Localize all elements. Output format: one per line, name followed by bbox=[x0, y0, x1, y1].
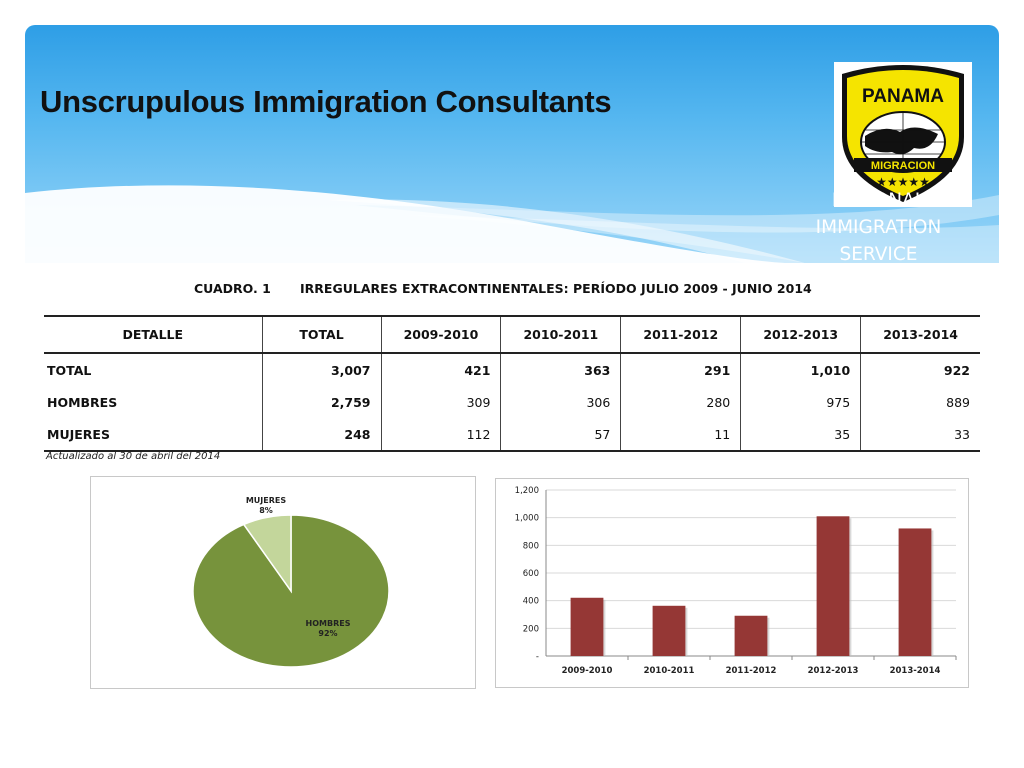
table-cell: 57 bbox=[501, 418, 621, 451]
bar-2011-2012 bbox=[735, 616, 768, 656]
table-row bbox=[44, 386, 980, 418]
table-cell: 889 bbox=[861, 386, 980, 418]
y-tick-label: 1,200 bbox=[514, 486, 539, 496]
bar-2010-2011 bbox=[653, 606, 686, 656]
logo-stars: ★★★★★ bbox=[876, 175, 930, 189]
column-header: 2012-2013 bbox=[741, 316, 861, 353]
shield-logo-icon bbox=[834, 62, 972, 207]
table-header-row bbox=[44, 316, 980, 353]
table-caption bbox=[194, 281, 812, 296]
table-cell: 280 bbox=[621, 386, 741, 418]
x-tick-label: 2012-2013 bbox=[807, 666, 859, 676]
pie-value-hombres: 92% bbox=[318, 629, 338, 638]
column-header: 2009-2010 bbox=[381, 316, 501, 353]
y-tick-label: 200 bbox=[522, 624, 539, 635]
table-cell: 33 bbox=[861, 418, 980, 451]
table-cell: 11 bbox=[621, 418, 741, 451]
bar-2013-2014 bbox=[899, 528, 932, 656]
table-cell: 363 bbox=[501, 353, 621, 386]
pie-chart bbox=[91, 477, 475, 688]
table-cell: 975 bbox=[741, 386, 861, 418]
logo-text-migracion: MIGRACION bbox=[870, 160, 936, 172]
table-cell: 421 bbox=[381, 353, 501, 386]
slide-header bbox=[25, 25, 999, 263]
x-tick-label: 2010-2011 bbox=[643, 666, 695, 676]
x-tick-label: 2011-2012 bbox=[725, 666, 777, 676]
pie-label-hombres: HOMBRES bbox=[305, 619, 351, 628]
pie-label-mujeres: MUJERES bbox=[245, 496, 287, 505]
column-header: 2011-2012 bbox=[621, 316, 741, 353]
table-cell: 306 bbox=[501, 386, 621, 418]
page-title: Unscrupulous Immigration Consultants bbox=[40, 84, 612, 119]
column-header: 2010-2011 bbox=[501, 316, 621, 353]
table-caption-title: IRREGULARES EXTRACONTINENTALES: PERÍODO JULIO 2009 - JUNIO 2014 bbox=[300, 281, 812, 296]
agency-line-2: IMMIGRATION bbox=[815, 217, 942, 238]
statistics-table bbox=[44, 315, 980, 452]
row-label: MUJERES bbox=[47, 426, 110, 442]
pie-chart-panel bbox=[90, 476, 476, 689]
y-tick-label: 800 bbox=[522, 541, 539, 552]
column-header: TOTAL bbox=[262, 316, 381, 353]
y-tick-label: 600 bbox=[522, 569, 539, 579]
column-header: DETALLE bbox=[44, 316, 262, 353]
bar-2009-2010 bbox=[571, 598, 604, 656]
bar-chart-panel bbox=[495, 478, 969, 688]
agency-name bbox=[800, 187, 957, 263]
table-cell: 35 bbox=[741, 418, 861, 451]
table-cell: 248 bbox=[262, 418, 381, 451]
table-cell: 112 bbox=[381, 418, 501, 451]
table-cell: 3,007 bbox=[262, 353, 381, 386]
agency-line-3: SERVICE bbox=[839, 244, 918, 263]
bar-2012-2013 bbox=[817, 516, 850, 656]
table-cell: 2,759 bbox=[262, 386, 381, 418]
table-row bbox=[44, 353, 980, 386]
y-tick-label: 1,000 bbox=[514, 513, 539, 524]
table-caption-code: CUADRO. 1 bbox=[194, 281, 271, 296]
row-label: HOMBRES bbox=[47, 394, 118, 410]
x-tick-label: 2013-2014 bbox=[889, 666, 941, 676]
panama-migracion-logo bbox=[834, 62, 972, 207]
logo-text-panama: PANAMA bbox=[862, 86, 944, 107]
agency-line-1: NATIONAL bbox=[831, 190, 926, 211]
table-row bbox=[44, 418, 980, 451]
table-cell: 922 bbox=[861, 353, 980, 386]
column-header: 2013-2014 bbox=[861, 316, 980, 353]
table-cell: 309 bbox=[381, 386, 501, 418]
table-footnote: Actualizado al 30 de abril del 2014 bbox=[46, 451, 221, 462]
x-tick-label: 2009-2010 bbox=[561, 666, 613, 676]
y-tick-label: 400 bbox=[522, 596, 539, 607]
row-label: TOTAL bbox=[47, 362, 92, 378]
table-cell: 291 bbox=[621, 353, 741, 386]
y-tick-label: - bbox=[535, 652, 539, 662]
pie-value-mujeres: 8% bbox=[259, 506, 273, 515]
table-cell: 1,010 bbox=[741, 353, 861, 386]
bar-chart bbox=[496, 479, 968, 687]
